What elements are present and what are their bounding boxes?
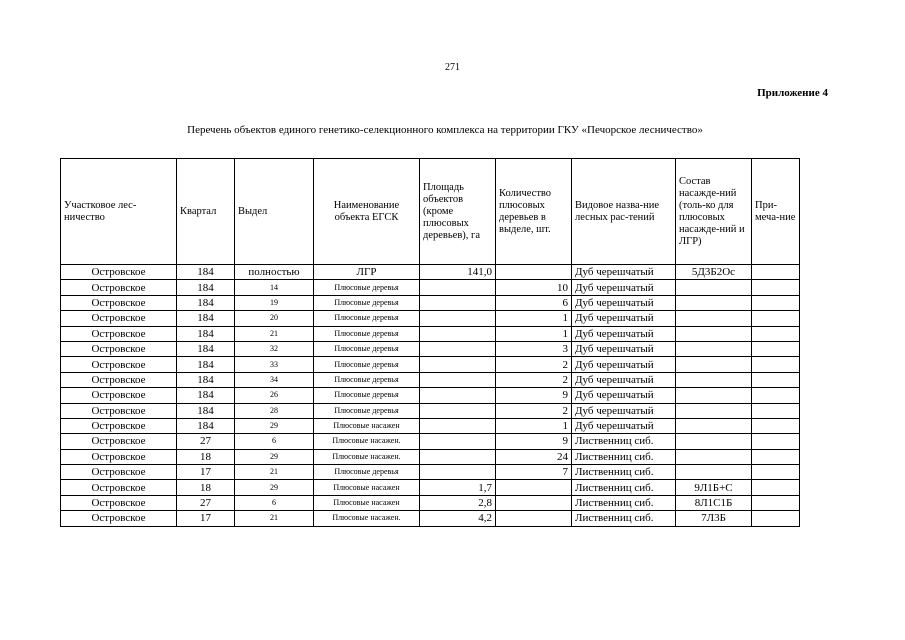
column-header: Состав насажде-ний (толь-ко для плюсовых насажде-ний и ЛГР): [676, 159, 752, 265]
table-body: [61, 265, 800, 527]
forestry-cell: Островское: [61, 280, 177, 295]
note-cell: [752, 280, 800, 295]
egsk-objects-table: [60, 158, 800, 527]
species-cell: Дуб черешчатый: [572, 372, 676, 387]
object-name-cell: Плюсовые насажен: [314, 480, 420, 495]
allotment-cell: 21: [235, 326, 314, 341]
species-cell: Дуб черешчатый: [572, 403, 676, 418]
allotment-cell: 29: [235, 449, 314, 464]
quarter-cell: 18: [177, 480, 235, 495]
allotment-cell: 32: [235, 341, 314, 356]
object-name-cell: Плюсовые деревья: [314, 372, 420, 387]
quarter-cell: 184: [177, 357, 235, 372]
species-cell: Дуб черешчатый: [572, 388, 676, 403]
quarter-cell: 17: [177, 511, 235, 526]
composition-cell: [676, 357, 752, 372]
composition-cell: 9Л1Б+С: [676, 480, 752, 495]
species-cell: Дуб черешчатый: [572, 357, 676, 372]
allotment-cell: 29: [235, 418, 314, 433]
allotment-cell: 28: [235, 403, 314, 418]
species-cell: Дуб черешчатый: [572, 326, 676, 341]
species-cell: Дуб черешчатый: [572, 265, 676, 280]
note-cell: [752, 341, 800, 356]
tree-count-cell: 7: [496, 465, 572, 480]
column-header: Площадь объектов (кроме плюсовых деревьев), га: [420, 159, 496, 265]
table-row: [61, 280, 800, 295]
table-row: [61, 465, 800, 480]
table-row: [61, 495, 800, 510]
object-name-cell: Плюсовые насажен.: [314, 434, 420, 449]
column-header: Квартал: [177, 159, 235, 265]
quarter-cell: 184: [177, 403, 235, 418]
column-header: Количество плюсовых деревьев в выделе, шт.: [496, 159, 572, 265]
composition-cell: [676, 295, 752, 310]
forestry-cell: Островское: [61, 434, 177, 449]
note-cell: [752, 357, 800, 372]
document-title: Перечень объектов единого генетико-селекционного комплекса на территории ГКУ «Печорское лесничество»: [187, 124, 703, 136]
tree-count-cell: 2: [496, 372, 572, 387]
forestry-cell: Островское: [61, 388, 177, 403]
note-cell: [752, 495, 800, 510]
quarter-cell: 17: [177, 465, 235, 480]
forestry-cell: Островское: [61, 295, 177, 310]
species-cell: Лиственниц сиб.: [572, 511, 676, 526]
object-name-cell: Плюсовые деревья: [314, 357, 420, 372]
object-name-cell: Плюсовые деревья: [314, 280, 420, 295]
tree-count-cell: 9: [496, 434, 572, 449]
composition-cell: [676, 326, 752, 341]
tree-count-cell: 10: [496, 280, 572, 295]
table-row: [61, 357, 800, 372]
area-cell: [420, 280, 496, 295]
area-cell: [420, 418, 496, 433]
allotment-cell: полностью: [235, 265, 314, 280]
column-header: Видовое назва-ние лесных рас-тений: [572, 159, 676, 265]
note-cell: [752, 295, 800, 310]
tree-count-cell: [496, 480, 572, 495]
note-cell: [752, 388, 800, 403]
allotment-cell: 26: [235, 388, 314, 403]
forestry-cell: Островское: [61, 511, 177, 526]
quarter-cell: 184: [177, 311, 235, 326]
tree-count-cell: 3: [496, 341, 572, 356]
species-cell: Дуб черешчатый: [572, 341, 676, 356]
species-cell: Лиственниц сиб.: [572, 434, 676, 449]
tree-count-cell: [496, 265, 572, 280]
table-row: [61, 388, 800, 403]
table-row: [61, 403, 800, 418]
composition-cell: [676, 311, 752, 326]
area-cell: [420, 341, 496, 356]
table-row: [61, 295, 800, 310]
area-cell: [420, 326, 496, 341]
tree-count-cell: 9: [496, 388, 572, 403]
table-row: [61, 418, 800, 433]
composition-cell: [676, 418, 752, 433]
species-cell: Дуб черешчатый: [572, 311, 676, 326]
allotment-cell: 34: [235, 372, 314, 387]
column-header: Участковое лес-ничество: [61, 159, 177, 265]
forestry-cell: Островское: [61, 418, 177, 433]
object-name-cell: Плюсовые деревья: [314, 295, 420, 310]
allotment-cell: 6: [235, 434, 314, 449]
note-cell: [752, 511, 800, 526]
quarter-cell: 184: [177, 418, 235, 433]
table-row: [61, 341, 800, 356]
table-row: [61, 372, 800, 387]
composition-cell: [676, 388, 752, 403]
quarter-cell: 184: [177, 326, 235, 341]
forestry-cell: Островское: [61, 465, 177, 480]
table-header-row: [61, 159, 800, 265]
column-header: Наименование объекта ЕГСК: [314, 159, 420, 265]
note-cell: [752, 434, 800, 449]
note-cell: [752, 418, 800, 433]
quarter-cell: 27: [177, 495, 235, 510]
object-name-cell: Плюсовые деревья: [314, 403, 420, 418]
object-name-cell: ЛГР: [314, 265, 420, 280]
note-cell: [752, 326, 800, 341]
composition-cell: 7Л3Б: [676, 511, 752, 526]
object-name-cell: Плюсовые насажен: [314, 495, 420, 510]
area-cell: [420, 449, 496, 464]
tree-count-cell: 24: [496, 449, 572, 464]
table-row: [61, 434, 800, 449]
tree-count-cell: 2: [496, 357, 572, 372]
forestry-cell: Островское: [61, 326, 177, 341]
species-cell: Лиственниц сиб.: [572, 480, 676, 495]
species-cell: Лиственниц сиб.: [572, 495, 676, 510]
quarter-cell: 27: [177, 434, 235, 449]
composition-cell: 8Л1С1Б: [676, 495, 752, 510]
species-cell: Лиственниц сиб.: [572, 465, 676, 480]
area-cell: 141,0: [420, 265, 496, 280]
forestry-cell: Островское: [61, 311, 177, 326]
area-cell: [420, 357, 496, 372]
composition-cell: [676, 341, 752, 356]
table-row: [61, 265, 800, 280]
quarter-cell: 184: [177, 295, 235, 310]
composition-cell: [676, 434, 752, 449]
tree-count-cell: 1: [496, 311, 572, 326]
allotment-cell: 29: [235, 480, 314, 495]
allotment-cell: 21: [235, 511, 314, 526]
allotment-cell: 21: [235, 465, 314, 480]
quarter-cell: 184: [177, 388, 235, 403]
area-cell: 2,8: [420, 495, 496, 510]
note-cell: [752, 372, 800, 387]
note-cell: [752, 465, 800, 480]
forestry-cell: Островское: [61, 403, 177, 418]
quarter-cell: 184: [177, 280, 235, 295]
note-cell: [752, 449, 800, 464]
tree-count-cell: 1: [496, 418, 572, 433]
note-cell: [752, 403, 800, 418]
table-row: [61, 311, 800, 326]
note-cell: [752, 480, 800, 495]
quarter-cell: 184: [177, 372, 235, 387]
table-row: [61, 449, 800, 464]
species-cell: Лиственниц сиб.: [572, 449, 676, 464]
area-cell: [420, 388, 496, 403]
forestry-cell: Островское: [61, 495, 177, 510]
forestry-cell: Островское: [61, 357, 177, 372]
composition-cell: [676, 403, 752, 418]
quarter-cell: 184: [177, 265, 235, 280]
allotment-cell: 20: [235, 311, 314, 326]
object-name-cell: Плюсовые насажен.: [314, 511, 420, 526]
object-name-cell: Плюсовые деревья: [314, 465, 420, 480]
tree-count-cell: [496, 495, 572, 510]
forestry-cell: Островское: [61, 341, 177, 356]
tree-count-cell: 2: [496, 403, 572, 418]
column-header: Выдел: [235, 159, 314, 265]
tree-count-cell: 1: [496, 326, 572, 341]
appendix-label: Приложение 4: [757, 87, 828, 99]
area-cell: 1,7: [420, 480, 496, 495]
area-cell: [420, 465, 496, 480]
forestry-cell: Островское: [61, 449, 177, 464]
area-cell: 4,2: [420, 511, 496, 526]
quarter-cell: 184: [177, 341, 235, 356]
allotment-cell: 14: [235, 280, 314, 295]
column-header: При-меча-ние: [752, 159, 800, 265]
area-cell: [420, 434, 496, 449]
species-cell: Дуб черешчатый: [572, 418, 676, 433]
object-name-cell: Плюсовые деревья: [314, 341, 420, 356]
composition-cell: [676, 280, 752, 295]
note-cell: [752, 265, 800, 280]
tree-count-cell: [496, 511, 572, 526]
forestry-cell: Островское: [61, 372, 177, 387]
composition-cell: [676, 372, 752, 387]
table-row: [61, 326, 800, 341]
object-name-cell: Плюсовые насажен.: [314, 449, 420, 464]
composition-cell: [676, 465, 752, 480]
area-cell: [420, 372, 496, 387]
allotment-cell: 6: [235, 495, 314, 510]
page-number: 271: [445, 62, 460, 73]
note-cell: [752, 311, 800, 326]
quarter-cell: 18: [177, 449, 235, 464]
composition-cell: 5Д3Б2Ос: [676, 265, 752, 280]
allotment-cell: 33: [235, 357, 314, 372]
object-name-cell: Плюсовые деревья: [314, 388, 420, 403]
species-cell: Дуб черешчатый: [572, 280, 676, 295]
composition-cell: [676, 449, 752, 464]
object-name-cell: Плюсовые деревья: [314, 326, 420, 341]
table-row: [61, 511, 800, 526]
forestry-cell: Островское: [61, 265, 177, 280]
area-cell: [420, 295, 496, 310]
allotment-cell: 19: [235, 295, 314, 310]
table-row: [61, 480, 800, 495]
species-cell: Дуб черешчатый: [572, 295, 676, 310]
area-cell: [420, 311, 496, 326]
object-name-cell: Плюсовые деревья: [314, 311, 420, 326]
object-name-cell: Плюсовые насажен: [314, 418, 420, 433]
forestry-cell: Островское: [61, 480, 177, 495]
area-cell: [420, 403, 496, 418]
tree-count-cell: 6: [496, 295, 572, 310]
